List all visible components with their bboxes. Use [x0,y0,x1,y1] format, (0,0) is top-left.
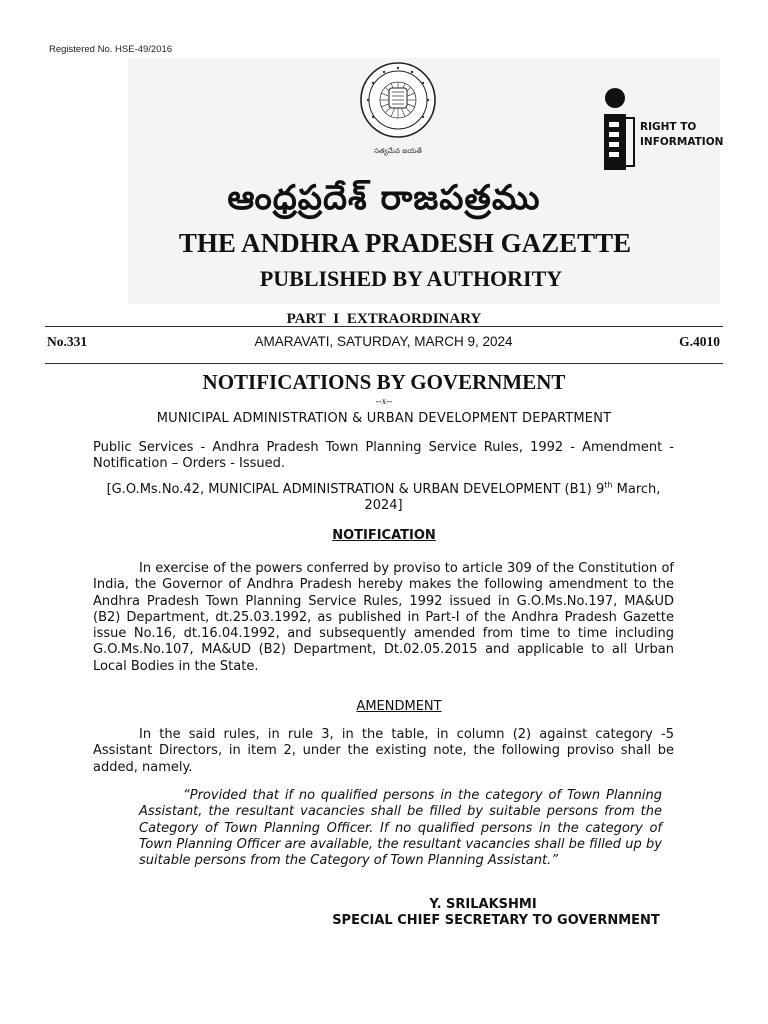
gazette-number: G.4010 [679,334,720,349]
issue-number: No.331 [47,334,88,349]
rti-label-line1: RIGHT TO [640,121,697,133]
emblem-motto: సత్యమేవ జయతే [374,147,422,155]
issue-place-date: AMARAVATI, SATURDAY, MARCH 9, 2024 [254,334,513,349]
separator: --x-- [375,396,393,406]
signatory-name: Y. SRILAKSHMI [429,897,537,912]
amendment-heading: AMENDMENT [356,699,442,714]
rti-person-icon [598,86,638,176]
subject-text: Public Services - Andhra Pradesh Town Planning Service Rules, 1992 - Amendment - Notification – Orders - Issued. [93,440,674,472]
proviso-text: “Provided that if no qualified persons in the category of Town Planning Assistant, the resultant vacancies shall be filled by suitable persons from the Category of Town Planning Officer. If no qualified persons in the category of Town Planning Officer are available, the resultant vacancies shall be filled up by suitable persons from the Category of Town Planning Assistant.” [139,788,662,869]
gazette-subtitle: PUBLISHED BY AUTHORITY [259,266,563,291]
notification-paragraph: In exercise of the powers conferred by proviso to article 309 of the Constitution of India, the Governor of Andhra Pradesh hereby makes the following amendment to the Andhra Pradesh Town Planning Service Rules, 1992 issued in G.O.Ms.No.197, MA&UD (B2) Department, dt.25.03.1992, as published in Part-I of the Andhra Pradesh Gazette issue No.16, dt.16.04.1992, and subsequently amended from time to time including G.O.Ms.No.107, MA&UD (B2) Department, Dt.02.05.2015 and applicable to all Urban Local Bodies in the State. [93,561,674,674]
rti-label [640,120,723,150]
notification-heading: NOTIFICATION [332,528,436,543]
issue-line [47,334,720,354]
amendment-paragraph: In the said rules, in rule 3, in the table, in column (2) against category -5 Assistant Directors, in item 2, under the existing note, the following proviso shall be added, namely. [93,727,674,775]
bottom-rule [45,363,723,364]
go-reference-sup: th [604,480,613,490]
department-name: MUNICIPAL ADMINISTRATION & URBAN DEVELOPMENT DEPARTMENT [156,411,612,426]
gazette-title: THE ANDHRA PRADESH GAZETTE [178,228,632,258]
go-reference-date: March, 2024] [364,482,661,514]
signatory-designation: SPECIAL CHIEF SECRETARY TO GOVERNMENT [332,913,660,928]
go-reference [93,482,674,515]
state-emblem-icon [356,58,440,160]
registration-number: Registered No. HSE-49/2016 [49,44,173,55]
part-label: PART I EXTRAORDINARY [286,311,482,327]
go-reference-text: [G.O.Ms.No.42, MUNICIPAL ADMINISTRATION & URBAN DEVELOPMENT (B1) 9 [106,482,605,497]
telugu-masthead-title: ఆంధ్రప్రదేశ్ రాజపత్రము [227,178,541,218]
rti-label-line2: INFORMATION [640,136,724,148]
section-heading: NOTIFICATIONS BY GOVERNMENT [202,370,566,394]
